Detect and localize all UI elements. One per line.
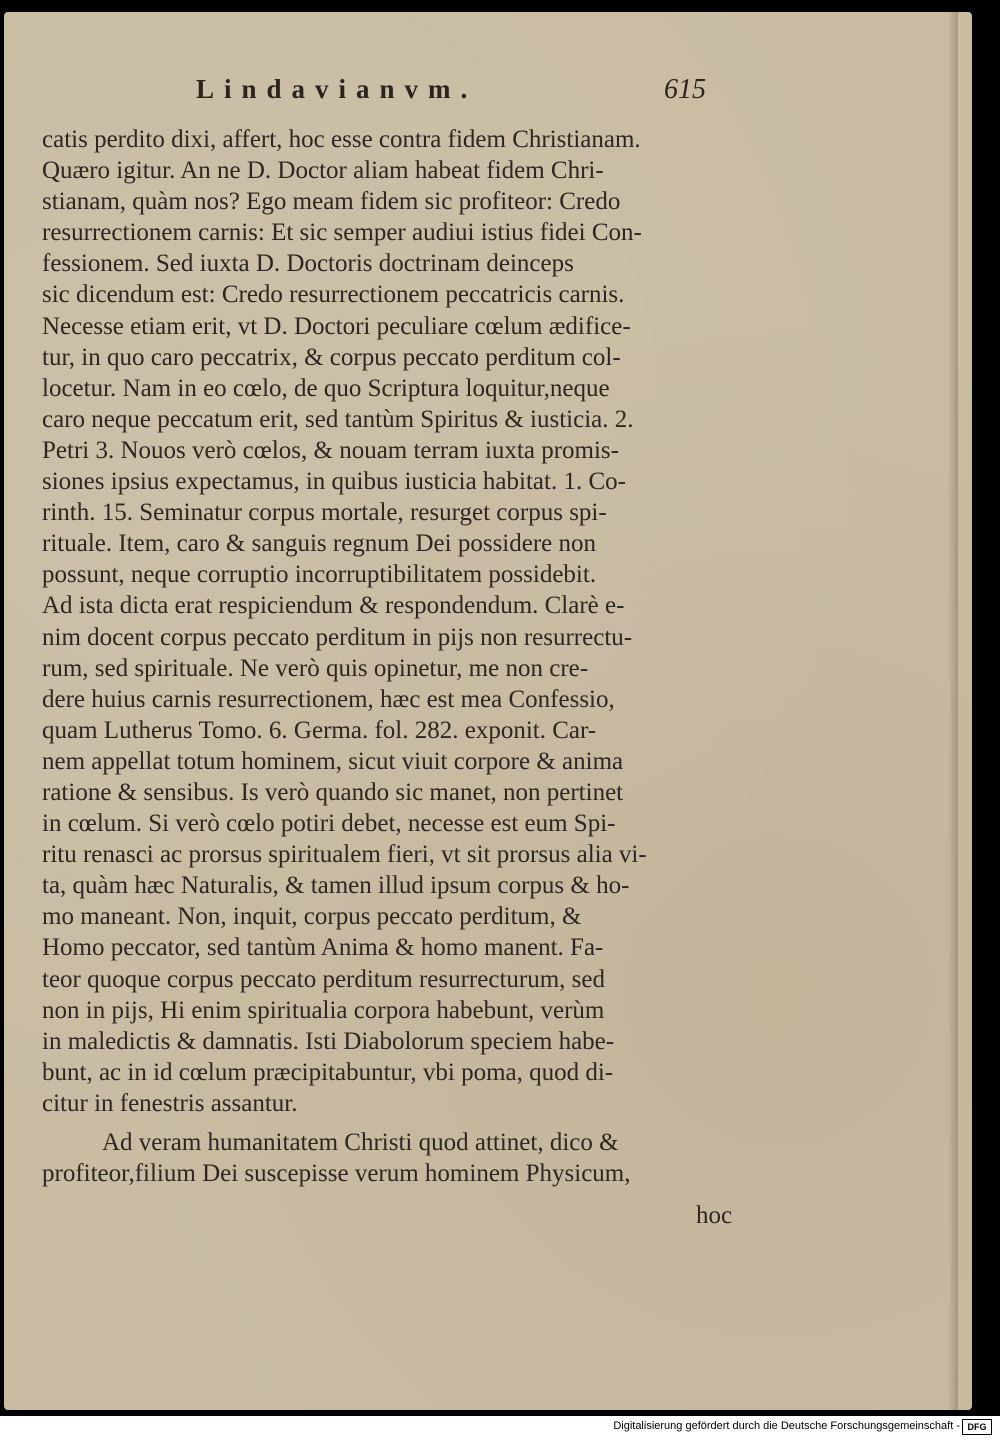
text-line: nim docent corpus peccato perditum in pijs non resurrectu-	[42, 623, 633, 651]
text-line: in maledictis & damnatis. Isti Diabolorum speciem habe-	[42, 1027, 615, 1055]
page-number: 615	[664, 74, 706, 105]
text-line: quam Lutherus Tomo. 6. Germa. fol. 282. exponit. Car-	[42, 716, 597, 744]
text-line: catis perdito dixi, affert, hoc esse contra fidem Christianam.	[42, 126, 641, 153]
text-line: sic dicendum est: Credo resurrectionem peccatricis carnis.	[42, 281, 625, 309]
text-line: siones ipsius expectamus, in quibus iusticia habitat. 1. Co-	[42, 468, 626, 496]
text-line: Petri 3. Nouos verò cœlos, & nouam terram iuxta promis-	[42, 436, 619, 464]
text-line: profiteor,filium Dei suscepisse verum hominem Physicum,	[42, 1160, 631, 1188]
text-line: non in pijs, Hi enim spiritualia corpora habebunt, verùm	[42, 996, 605, 1024]
text-line: possunt, neque corruptio incorruptibilitatem possidebit.	[42, 561, 597, 589]
text-line: resurrectionem carnis: Et sic semper audiui istius fidei Con-	[42, 219, 642, 247]
text-line: tur, in quo caro peccatrix, & corpus peccato perditum col-	[42, 343, 621, 371]
main-paragraph	[42, 124, 752, 1119]
text-line: Necesse etiam erit, vt D. Doctori peculiare cœlum ædifice-	[42, 312, 631, 340]
text-line: dere huius carnis resurrectionem, hæc est mea Confessio,	[42, 685, 615, 713]
funding-credit: Digitalisierung gefördert durch die Deutsche Forschungsgemeinschaft -	[613, 1420, 960, 1432]
text-line: in cœlum. Si verò cœlo potiri debet, necesse est eum Spi-	[42, 810, 616, 838]
text-line: locetur. Nam in eo cœlo, de quo Scriptura loquitur,neque	[42, 374, 610, 402]
dfg-logo: DFG	[962, 1419, 992, 1435]
text-line: bunt, ac in id cœlum præcipitabuntur, vbi poma, quod di-	[42, 1058, 614, 1086]
text-line: fessionem. Sed iuxta D. Doctoris doctrinam deinceps	[42, 250, 574, 278]
second-paragraph	[42, 1127, 752, 1189]
text-line: Ad veram humanitatem Christi quod attinet, dico &	[102, 1129, 619, 1156]
text-line: mo maneant. Non, inquit, corpus peccato perditum, &	[42, 903, 582, 931]
page-edge-shadow	[948, 12, 958, 1410]
page-header	[4, 74, 972, 114]
text-line: nem appellat totum hominem, sicut viuit corpore & anima	[42, 747, 624, 775]
text-line: rinth. 15. Seminatur corpus mortale, resurget corpus spi-	[42, 499, 607, 527]
text-line: citur in fenestris assantur.	[42, 1089, 298, 1117]
text-line: rituale. Item, caro & sanguis regnum Dei possidere non	[42, 530, 597, 558]
text-line: ta, quàm hæc Naturalis, & tamen illud ipsum corpus & ho-	[42, 872, 630, 900]
text-line: caro neque peccatum erit, sed tantùm Spiritus & iusticia. 2.	[42, 405, 634, 433]
text-line: Ad ista dicta erat respiciendum & respondendum. Clarè e-	[42, 592, 625, 620]
text-line: ratione & sensibus. Is verò quando sic manet, non pertinet	[42, 778, 624, 806]
running-head: Lindavianvm.	[196, 74, 478, 104]
text-line: teor quoque corpus peccato perditum resurrecturum, sed	[42, 965, 605, 993]
text-line: stianam, quàm nos? Ego meam fidem sic profiteor: Credo	[42, 188, 621, 216]
text-line: Homo peccator, sed tantùm Anima & homo manent. Fa-	[42, 934, 604, 962]
footer-bar	[0, 1416, 1000, 1440]
catchword: hoc	[696, 1202, 733, 1229]
book-page	[4, 12, 972, 1410]
text-line: rum, sed spirituale. Ne verò quis opinetur, me non cre-	[42, 654, 589, 682]
text-line: ritu renasci ac prorsus spiritualem fieri, vt sit prorsus alia vi-	[42, 841, 647, 869]
text-line: Quæro igitur. An ne D. Doctor aliam habeat fidem Chri-	[42, 157, 604, 185]
